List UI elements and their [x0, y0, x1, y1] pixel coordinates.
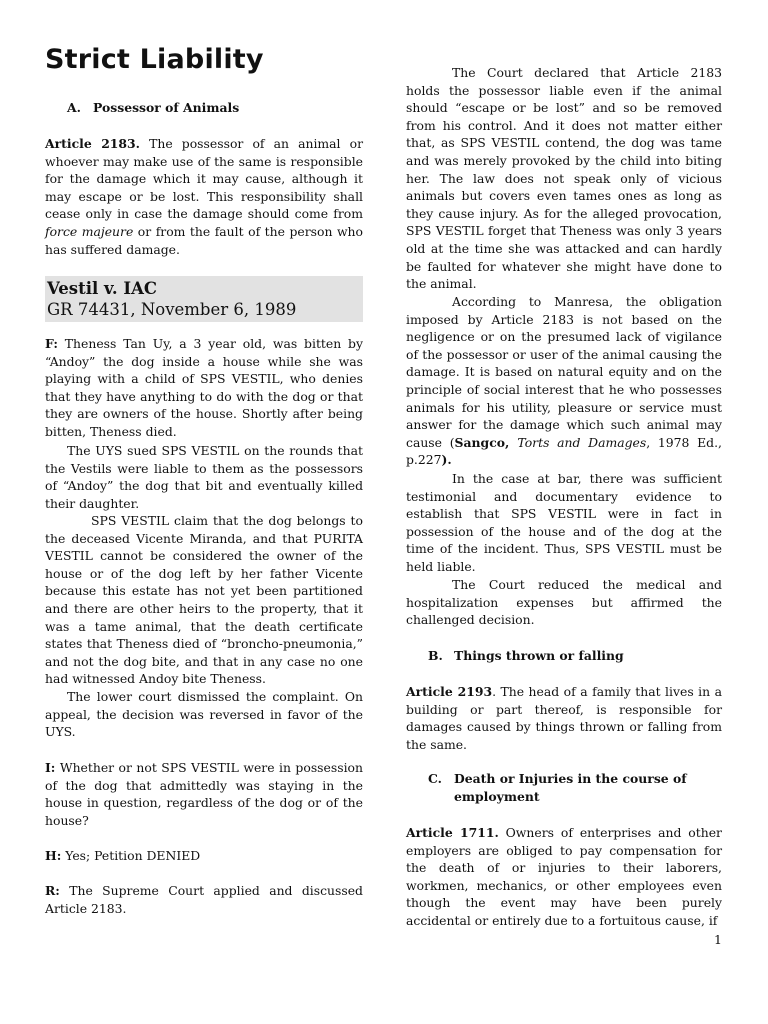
manresa-text-c: ). [441, 452, 452, 468]
section-b-heading [428, 647, 718, 665]
article-2193-label: Article 2193 [406, 684, 493, 699]
manresa-cite: Sangco, [454, 434, 518, 450]
court-declared-paragraph: The Court declared that Article 2183 holds the possessor liable even if the animal should “escape or be lost” and so be removed from his control. And it does not matter either that, as SPS VESTIL contend, the dog was tame and was merely provoked by the child into biting her. The law does not speak only of vicious animals but covers even tames ones as long as they cause injury. As for the alleged provocation, SPS VESTIL forget that Theness was only 3 years old at the time she was attacked and can hardly be faulted for whatever she might have done to the animal. [406, 65, 722, 292]
facts-text: Theness Tan Uy, a 3 year old, was bitten by “Andoy” the dog inside a house while she was playing with a child of SPS VESTIL, who denies that they have anything to do with the dog or that they are owners of the house. Shortly after being bitten, Theness died. [45, 336, 363, 439]
article-2183-paragraph [45, 135, 363, 258]
page-number: 1 [714, 932, 722, 947]
section-c-heading [428, 770, 718, 805]
section-b-letter: B. [428, 648, 443, 663]
issue-text: Whether or not SPS VESTIL were in possession of the dog that admittedly was staying in the house in question, regardless of the dog or of the house? [45, 760, 363, 828]
issue-label: I: [45, 760, 56, 775]
case-gr-number: GR 74431, November 6, 1989 [47, 300, 297, 319]
article-1711-text: Owners of enterprises and other employers are obliged to pay compensation for the death of or injuries to their laborers, workmen, mechanics, or other employees even though the event may have been purely accidental or entirely due to a fortuitous cause, if [406, 825, 722, 928]
manresa-text-b: , 1978 Ed., p.227 [406, 434, 722, 468]
section-a-title: Possessor of Animals [93, 100, 240, 115]
article-2183-text-a: The possessor of an animal or whoever may make use of the same is responsible for the damage which it may cause, although it may escape or be lost. This responsibility shall cease only in case the damage should come from [45, 136, 363, 222]
ratio-paragraph [45, 882, 363, 917]
case-title: Vestil v. IAC [47, 279, 158, 298]
ratio-text: The Supreme Court applied and discussed Article 2183. [45, 883, 363, 916]
court-reduced-paragraph: The Court reduced the medical and hospitalization expenses but affirmed the challenged decision. [406, 577, 722, 628]
article-2183-label: Article 2183. [45, 136, 140, 151]
section-c-title: Death or Injuries in the course of employment [454, 771, 687, 804]
uys-sued-paragraph: The UYS sued SPS VESTIL on the rounds that the Vestils were liable to them as the possessors of “Andoy” the dog that bit and eventually killed their daughter. [45, 443, 363, 511]
held-text: Yes; Petition DENIED [61, 848, 201, 863]
section-a-letter: A. [67, 100, 81, 115]
vestil-claim-paragraph: SPS VESTIL claim that the dog belongs to the deceased Vicente Miranda, and that PURITA VESTIL cannot be considered the owner of the house or of the dog left by her father Vicente because this estate has not yet been partitioned and there are other heirs to the property, that it was a tame animal, that the death certificate states that Theness died of “broncho-pneumonia,” and not the dog bite, and that in any case no one had witnessed Andoy bite Theness. [45, 513, 363, 687]
page-title: Strict Liability [45, 44, 264, 75]
case-at-bar-paragraph: In the case at bar, there was sufficient testimonial and documentary evidence to establish that SPS VESTIL were in fact in possession of the house and of the dog at the time of the incident. Thus, SPS VESTIL must be held liable. [406, 471, 722, 574]
section-a-heading [67, 99, 357, 117]
ratio-label: R: [45, 883, 60, 898]
manresa-italic: Torts and Damages [517, 434, 647, 450]
article-2193-paragraph [406, 683, 722, 753]
issue-paragraph [45, 759, 363, 829]
article-1711-label: Article 1711. [406, 825, 499, 840]
article-1711-paragraph [406, 824, 722, 930]
case-title-box [45, 276, 363, 322]
manresa-text-a: According to Manresa, the obligation imposed by Article 2183 is not based on the negligence or on the presumed lack of vigilance of the possessor or user of the animal causing the damage. It is based on natural equity and on the principle of social interest that he who possesses animals for his utility, pleasure or service must answer for the damage which such animal may cause ( [406, 294, 722, 450]
lower-court-paragraph: The lower court dismissed the complaint. On appeal, the decision was reversed in favor of the UYS. [45, 689, 363, 740]
held-paragraph [45, 847, 363, 865]
force-majeure-italic: force majeure [45, 223, 134, 239]
section-c-letter: C. [428, 771, 442, 786]
facts-paragraph [45, 335, 363, 441]
held-label: H: [45, 848, 62, 863]
manresa-paragraph [406, 293, 722, 469]
section-b-title: Things thrown or falling [454, 648, 624, 663]
article-2193-text: . The head of a family that lives in a building or part thereof, is responsible for damages caused by things thrown or falling from the same. [406, 684, 722, 752]
facts-label: F: [45, 336, 58, 351]
article-2183-text-b: or from the fault of the person who has suffered damage. [45, 223, 363, 257]
